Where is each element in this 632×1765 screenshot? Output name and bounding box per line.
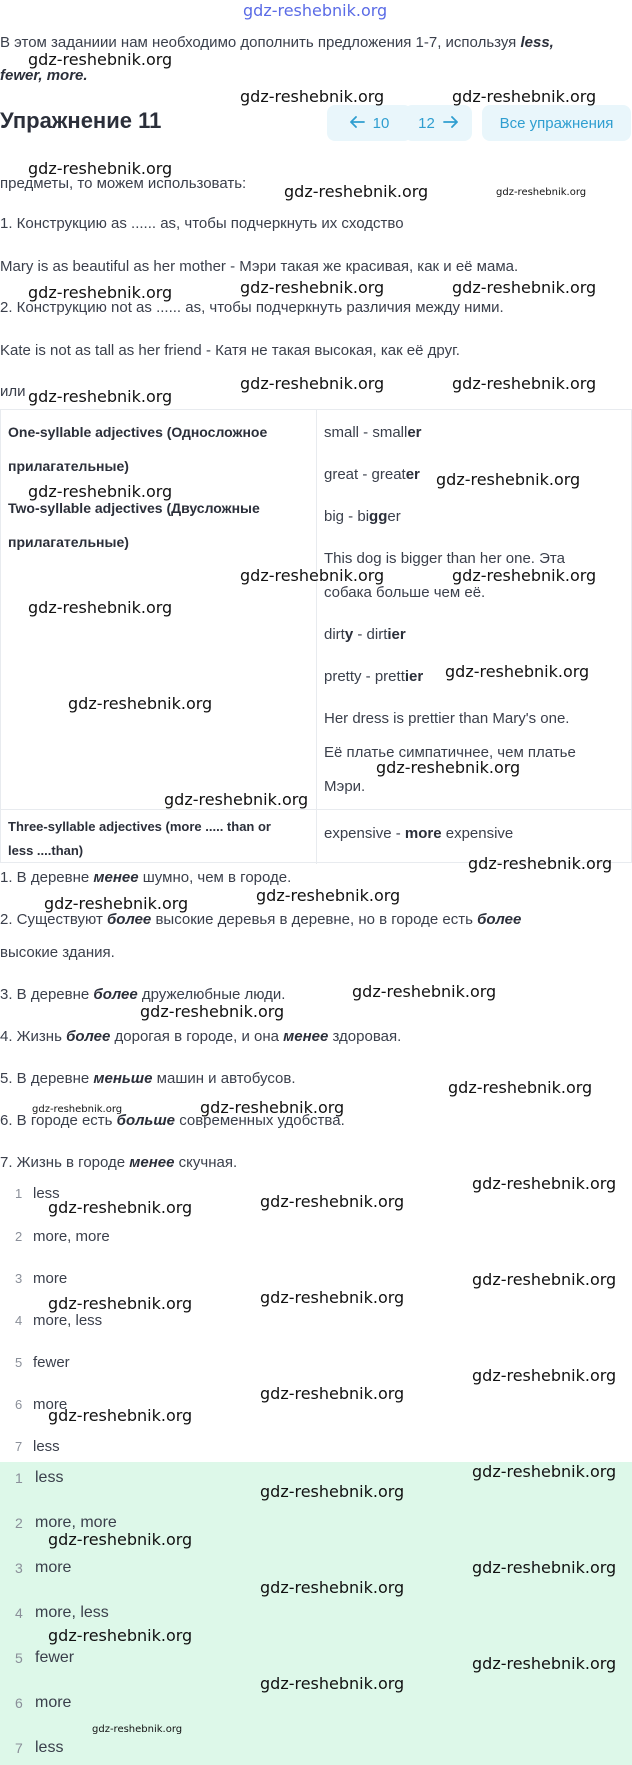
watermark: gdz-reshebnik.org	[452, 566, 597, 585]
arrow-left-icon	[350, 115, 365, 132]
answer-number: 4	[15, 1605, 23, 1621]
watermark: gdz-reshebnik.org	[376, 758, 521, 777]
answer-text: more, more	[35, 1514, 117, 1531]
all-exercises-button[interactable]: Все упражнения	[482, 105, 631, 141]
watermark: gdz-reshebnik.org	[28, 50, 173, 69]
example-dress-1: Her dress is prettier than Mary's one.	[324, 710, 570, 727]
answer-text: more, more	[33, 1228, 110, 1245]
answer-number: 2	[15, 1229, 23, 1244]
watermark: gdz-reshebnik.org	[28, 159, 173, 178]
table-header-one-syllable-2: прилагательные)	[8, 458, 129, 474]
watermark: gdz-reshebnik.org	[472, 1558, 617, 1577]
intro-bold-words: fewer, more.	[0, 67, 88, 84]
sentence-6: 6. В городе есть больше современных удобства.	[0, 1112, 345, 1129]
sentence-1: 1. В деревне менее шумно, чем в городе.	[0, 869, 292, 886]
answer-number: 1	[15, 1470, 23, 1486]
watermark: gdz-reshebnik.org	[448, 1078, 593, 1097]
watermark: gdz-reshebnik.org	[445, 662, 590, 681]
answer-text: less	[35, 1739, 64, 1756]
watermark: gdz-reshebnik.org	[452, 374, 597, 393]
answer-number: 5	[15, 1650, 23, 1666]
answer-number: 3	[15, 1271, 23, 1286]
prev-exercise-button[interactable]	[327, 105, 412, 141]
answer-number: 5	[15, 1355, 23, 1370]
theory-objects: предметы, то можем использовать:	[0, 175, 247, 192]
answer-text: less	[35, 1469, 64, 1486]
answer-number: 7	[15, 1740, 23, 1756]
watermark: gdz-reshebnik.org	[436, 470, 581, 489]
watermark: gdz-reshebnik.org	[48, 1294, 193, 1313]
watermark: gdz-reshebnik.org	[472, 1366, 617, 1385]
theory-example-1: Mary is as beautiful as her mother - Мэри такая же красивая, как и её мама.	[0, 258, 519, 275]
watermark: gdz-reshebnik.org	[48, 1626, 193, 1645]
intro-text: В этом заданиии нам необходимо дополнить предложения 1-7, используя	[0, 34, 521, 51]
answer-number: 6	[15, 1397, 23, 1412]
watermark: gdz-reshebnik.org	[28, 283, 173, 302]
answer-text: fewer	[33, 1354, 70, 1371]
table-divider	[316, 410, 317, 864]
watermark: gdz-reshebnik.org	[32, 1104, 123, 1115]
answer-number: 1	[15, 1186, 23, 1201]
watermark: gdz-reshebnik.org	[28, 482, 173, 501]
watermark: gdz-reshebnik.org	[468, 854, 613, 873]
watermark: gdz-reshebnik.org	[28, 387, 173, 406]
example-dress-2: Её платье симпатичнее, чем платье	[324, 744, 576, 761]
answer-number: 4	[15, 1313, 23, 1328]
watermark: gdz-reshebnik.org	[452, 87, 597, 106]
sentence-4: 4. Жизнь более дорогая в городе, и она менее здоровая.	[0, 1028, 402, 1045]
example-small: small - smaller	[324, 424, 422, 441]
answer-text: more	[35, 1559, 72, 1576]
answer-text: fewer	[35, 1649, 75, 1666]
table-header-two-syllable: Two-syllable adjectives (Двусложные	[8, 500, 260, 516]
table-divider	[1, 809, 632, 810]
watermark: gdz-reshebnik.org	[240, 278, 385, 297]
watermark: gdz-reshebnik.org	[240, 566, 385, 585]
example-dirty: dirty - dirtier	[324, 626, 406, 643]
answer-number: 6	[15, 1695, 23, 1711]
answer-text: more, less	[33, 1312, 103, 1329]
example-dog-2: собака больше чем её.	[324, 584, 486, 601]
table-header-three-syllable: Three-syllable adjectives (more ..... than or	[8, 819, 271, 834]
intro-bold-less: less,	[520, 34, 554, 51]
watermark: gdz-reshebnik.org	[260, 1192, 405, 1211]
watermark: gdz-reshebnik.org	[68, 694, 213, 713]
answer-number: 7	[15, 1439, 23, 1454]
sentence-2-cont: высокие здания.	[0, 944, 115, 961]
watermark: gdz-reshebnik.org	[48, 1530, 193, 1549]
watermark: gdz-reshebnik.org	[28, 598, 173, 617]
watermark: gdz-reshebnik.org	[472, 1270, 617, 1289]
answer-text: less	[33, 1438, 60, 1455]
watermark: gdz-reshebnik.org	[256, 886, 401, 905]
watermark: gdz-reshebnik.org	[164, 790, 309, 809]
sentence-7: 7. Жизнь в городе менее скучная.	[0, 1154, 238, 1171]
watermark: gdz-reshebnik.org	[352, 982, 497, 1001]
watermark: gdz-reshebnik.org	[496, 187, 587, 198]
watermark: gdz-reshebnik.org	[243, 1, 388, 20]
watermark: gdz-reshebnik.org	[140, 1002, 285, 1021]
table-header-three-syllable-2: less ....than)	[8, 843, 84, 858]
watermark: gdz-reshebnik.org	[240, 374, 385, 393]
table-header-two-syllable-2: прилагательные)	[8, 534, 129, 550]
answer-text: more	[35, 1694, 72, 1711]
watermark: gdz-reshebnik.org	[48, 1198, 193, 1217]
theory-item-1: 1. Конструкцию as ...... as, чтобы подчеркнуть их сходство	[0, 215, 404, 232]
answer-text: less	[33, 1185, 60, 1202]
watermark: gdz-reshebnik.org	[472, 1462, 617, 1481]
watermark: gdz-reshebnik.org	[260, 1288, 405, 1307]
watermark: gdz-reshebnik.org	[240, 87, 385, 106]
page-title: Упражнение 11	[0, 108, 162, 133]
watermark: gdz-reshebnik.org	[260, 1384, 405, 1403]
table-header-one-syllable: One-syllable adjectives (Односложное	[8, 424, 268, 440]
example-great: great - greater	[324, 466, 420, 483]
watermark: gdz-reshebnik.org	[260, 1482, 405, 1501]
sentence-2: 2. Существуют более высокие деревья в деревне, но в городе есть более	[0, 911, 522, 928]
example-dress-3: Мэри.	[324, 778, 366, 795]
watermark: gdz-reshebnik.org	[472, 1654, 617, 1673]
arrow-right-icon	[443, 115, 458, 132]
watermark: gdz-reshebnik.org	[284, 182, 429, 201]
watermark: gdz-reshebnik.org	[472, 1174, 617, 1193]
answer-number: 3	[15, 1560, 23, 1576]
watermark: gdz-reshebnik.org	[44, 894, 189, 913]
watermark: gdz-reshebnik.org	[452, 278, 597, 297]
watermark: gdz-reshebnik.org	[260, 1674, 405, 1693]
sentence-5: 5. В деревне меньше машин и автобусов.	[0, 1070, 296, 1087]
example-big: big - bigger	[324, 508, 401, 525]
example-expensive: expensive - more expensive	[324, 825, 514, 842]
next-exercise-label: 12	[418, 114, 435, 132]
watermark: gdz-reshebnik.org	[48, 1406, 193, 1425]
answer-text: more	[33, 1270, 68, 1287]
sentence-3: 3. В деревне более дружелюбные люди.	[0, 986, 286, 1003]
watermark: gdz-reshebnik.org	[200, 1098, 345, 1117]
example-dog-1: This dog is bigger than her one. Эта	[324, 550, 565, 567]
answer-text: more, less	[35, 1604, 109, 1621]
theory-example-2: Kate is not as tall as her friend - Катя не такая высокая, как её друг.	[0, 342, 460, 359]
answer-number: 2	[15, 1515, 23, 1531]
answer-text: more	[33, 1396, 68, 1413]
theory-item-2: 2. Конструкцию not as ...... as, чтобы подчеркнуть различия между ними.	[0, 299, 504, 316]
theory-or: или	[0, 383, 26, 400]
watermark: gdz-reshebnik.org	[260, 1578, 405, 1597]
example-pretty: pretty - prettier	[324, 668, 424, 685]
prev-exercise-label: 10	[372, 114, 390, 132]
watermark: gdz-reshebnik.org	[92, 1724, 183, 1735]
next-exercise-button[interactable]	[404, 105, 472, 141]
